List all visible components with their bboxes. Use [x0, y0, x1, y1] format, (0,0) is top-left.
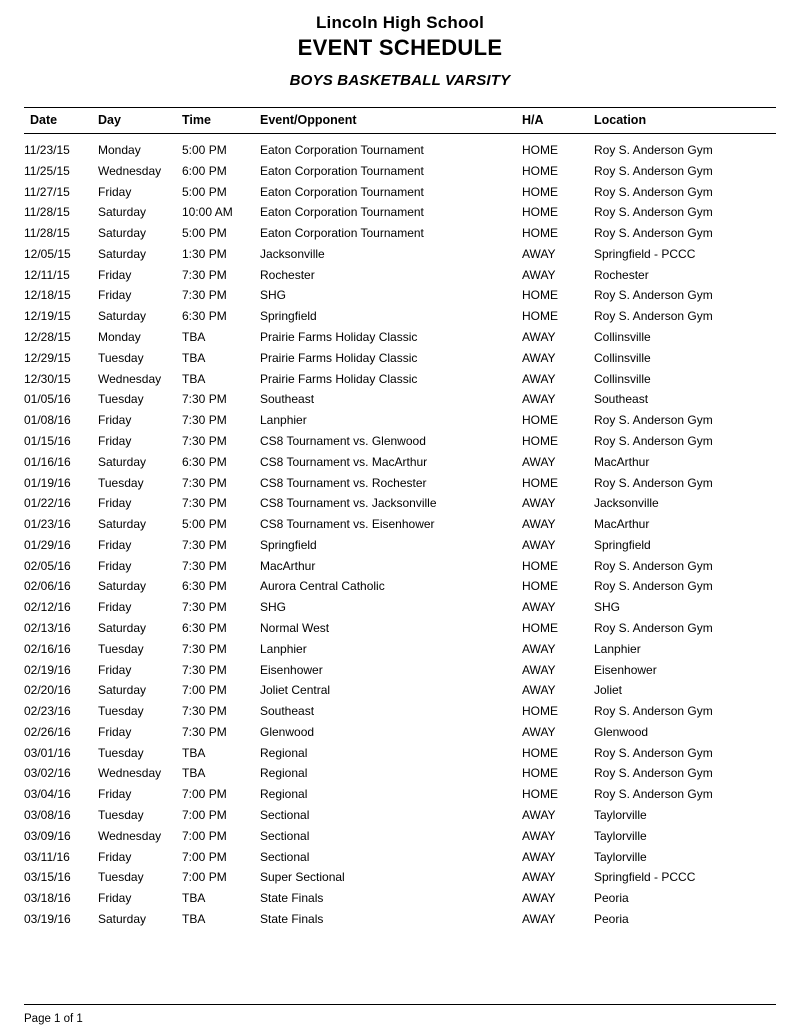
cell-ha: AWAY	[522, 246, 556, 261]
cell-location: Taylorville	[594, 849, 647, 864]
cell-time: 7:00 PM	[182, 870, 227, 885]
table-row	[24, 264, 776, 285]
cell-day: Wednesday	[98, 371, 162, 386]
cell-location: Springfield	[594, 537, 651, 552]
footer-divider	[24, 1004, 776, 1005]
column-header-location: Location	[594, 108, 776, 134]
table-row	[24, 534, 776, 555]
cell-ha: AWAY	[522, 683, 556, 698]
cell-ha: HOME	[522, 704, 558, 719]
cell-day: Friday	[98, 537, 132, 552]
cell-day: Friday	[98, 600, 132, 615]
cell-ha: AWAY	[522, 808, 556, 822]
cell-date: 01/16/16	[24, 454, 71, 469]
table-row	[24, 888, 776, 909]
cell-time: 7:30 PM	[182, 433, 227, 448]
cell-day: Friday	[98, 662, 132, 677]
table-row	[24, 784, 776, 805]
cell-event: CS8 Tournament vs. Rochester	[260, 475, 427, 490]
schedule-table-wrap	[24, 107, 776, 929]
cell-day: Saturday	[98, 226, 147, 241]
cell-location: Eisenhower	[594, 662, 657, 677]
cell-day: Tuesday	[98, 704, 144, 719]
cell-ha: HOME	[522, 226, 558, 241]
cell-ha: HOME	[522, 579, 558, 594]
cell-day: Friday	[98, 184, 132, 199]
cell-event: SHG	[260, 288, 287, 303]
column-header-day: Day	[98, 108, 182, 134]
table-row	[24, 618, 776, 639]
table-row	[24, 721, 776, 742]
cell-time: 6:30 PM	[182, 620, 227, 635]
cell-ha: AWAY	[522, 600, 556, 615]
cell-time: 7:30 PM	[182, 496, 227, 511]
cell-date: 12/28/15	[24, 330, 71, 345]
cell-day: Friday	[98, 891, 132, 906]
table-row	[24, 160, 776, 181]
cell-date: 02/13/16	[24, 620, 71, 635]
table-header-row	[24, 108, 776, 134]
cell-ha: HOME	[522, 288, 558, 303]
cell-time: 7:30 PM	[182, 537, 227, 552]
table-row	[24, 514, 776, 535]
cell-ha: HOME	[522, 413, 558, 428]
cell-time: TBA	[182, 891, 206, 906]
cell-location: Glenwood	[594, 724, 649, 739]
table-row	[24, 202, 776, 223]
cell-ha: AWAY	[522, 641, 556, 656]
cell-date: 12/18/15	[24, 288, 71, 303]
table-row	[24, 244, 776, 265]
cell-ha: HOME	[522, 309, 558, 324]
cell-event: Springfield	[260, 309, 317, 324]
cell-day: Friday	[98, 787, 132, 802]
cell-event: Springfield	[260, 537, 317, 552]
table-row	[24, 431, 776, 452]
cell-time: 7:30 PM	[182, 704, 227, 719]
cell-event: Eaton Corporation Tournament	[260, 163, 424, 178]
cell-ha: AWAY	[522, 454, 556, 469]
table-row	[24, 181, 776, 202]
cell-day: Tuesday	[98, 745, 144, 760]
cell-day: Saturday	[98, 911, 147, 926]
cell-date: 02/16/16	[24, 641, 71, 656]
table-row	[24, 368, 776, 389]
cell-event: Prairie Farms Holiday Classic	[260, 371, 418, 386]
cell-ha: HOME	[522, 766, 558, 781]
cell-date: 01/05/16	[24, 392, 71, 407]
cell-time: 6:30 PM	[182, 579, 227, 594]
cell-time: 6:30 PM	[182, 454, 227, 469]
table-row	[24, 742, 776, 763]
cell-location: Roy S. Anderson Gym	[594, 745, 713, 760]
cell-time: TBA	[182, 330, 206, 345]
cell-event: Southeast	[260, 704, 315, 719]
cell-location: Roy S. Anderson Gym	[594, 704, 713, 719]
cell-time: 7:30 PM	[182, 475, 227, 490]
column-header-event: Event/Opponent	[260, 108, 522, 134]
cell-time: 1:30 PM	[182, 246, 227, 261]
cell-ha: AWAY	[522, 662, 556, 677]
cell-location: Taylorville	[594, 828, 647, 843]
cell-day: Friday	[98, 413, 132, 428]
cell-event: Sectional	[260, 828, 310, 843]
cell-day: Friday	[98, 558, 132, 573]
cell-location: SHG	[594, 600, 621, 615]
cell-date: 03/09/16	[24, 828, 71, 843]
cell-ha: HOME	[522, 745, 558, 760]
cell-ha: AWAY	[522, 724, 556, 739]
cell-date: 03/04/16	[24, 787, 71, 802]
cell-date: 03/11/16	[24, 849, 70, 864]
cell-day: Friday	[98, 496, 132, 511]
cell-event: CS8 Tournament vs. Jacksonville	[260, 496, 437, 511]
cell-date: 12/29/15	[24, 350, 71, 365]
table-row	[24, 805, 776, 826]
cell-day: Saturday	[98, 620, 147, 635]
cell-date: 01/29/16	[24, 537, 71, 552]
cell-ha: HOME	[522, 143, 558, 157]
cell-time: TBA	[182, 745, 206, 760]
table-row	[24, 659, 776, 680]
cell-location: Joliet	[594, 683, 623, 698]
cell-day: Saturday	[98, 454, 147, 469]
table-row	[24, 701, 776, 722]
cell-ha: AWAY	[522, 870, 556, 885]
cell-location: Roy S. Anderson Gym	[594, 558, 713, 573]
table-row	[24, 867, 776, 888]
cell-date: 11/23/15	[24, 143, 70, 157]
cell-event: Eaton Corporation Tournament	[260, 205, 424, 220]
cell-date: 03/19/16	[24, 911, 71, 926]
cell-ha: HOME	[522, 163, 558, 178]
cell-event: Eaton Corporation Tournament	[260, 143, 424, 157]
cell-event: Lanphier	[260, 641, 307, 656]
cell-location: Roy S. Anderson Gym	[594, 226, 713, 241]
cell-day: Tuesday	[98, 870, 144, 885]
cell-location: Taylorville	[594, 808, 647, 822]
cell-event: Regional	[260, 787, 308, 802]
cell-day: Saturday	[98, 246, 147, 261]
cell-ha: AWAY	[522, 537, 556, 552]
cell-event: Normal West	[260, 620, 330, 635]
cell-event: State Finals	[260, 911, 324, 926]
cell-time: 5:00 PM	[182, 184, 227, 199]
cell-date: 02/12/16	[24, 600, 71, 615]
cell-ha: HOME	[522, 475, 558, 490]
column-header-date: Date	[24, 108, 98, 134]
cell-time: TBA	[182, 766, 206, 781]
cell-date: 02/23/16	[24, 704, 71, 719]
cell-date: 11/25/15	[24, 163, 70, 178]
cell-day: Saturday	[98, 683, 147, 698]
cell-ha: AWAY	[522, 496, 556, 511]
page-number: Page 1 of 1	[24, 1013, 83, 1025]
cell-date: 03/08/16	[24, 808, 71, 822]
cell-time: 6:00 PM	[182, 163, 227, 178]
table-row	[24, 909, 776, 930]
cell-day: Tuesday	[98, 808, 144, 822]
cell-event: Joliet Central	[260, 683, 331, 698]
cell-time: 5:00 PM	[182, 517, 227, 532]
cell-day: Tuesday	[98, 392, 144, 407]
cell-ha: AWAY	[522, 371, 556, 386]
cell-ha: HOME	[522, 184, 558, 199]
cell-location: Roy S. Anderson Gym	[594, 620, 713, 635]
cell-time: 7:00 PM	[182, 787, 227, 802]
cell-event: Sectional	[260, 849, 310, 864]
cell-day: Saturday	[98, 205, 147, 220]
cell-event: Eisenhower	[260, 662, 323, 677]
cell-date: 01/19/16	[24, 475, 71, 490]
table-row	[24, 389, 776, 410]
table-row	[24, 410, 776, 431]
cell-location: Roy S. Anderson Gym	[594, 579, 713, 594]
table-row	[24, 347, 776, 368]
cell-time: TBA	[182, 911, 206, 926]
table-row	[24, 493, 776, 514]
cell-location: Roy S. Anderson Gym	[594, 309, 713, 324]
cell-time: 7:00 PM	[182, 849, 227, 864]
cell-date: 12/11/15	[24, 267, 70, 282]
cell-time: 7:30 PM	[182, 392, 227, 407]
cell-location: Southeast	[594, 392, 649, 407]
cell-event: Eaton Corporation Tournament	[260, 226, 424, 241]
cell-day: Friday	[98, 849, 132, 864]
cell-date: 12/30/15	[24, 371, 71, 386]
cell-date: 03/02/16	[24, 766, 71, 781]
cell-event: Eaton Corporation Tournament	[260, 184, 424, 199]
cell-location: Roy S. Anderson Gym	[594, 413, 713, 428]
document-header	[24, 12, 776, 91]
cell-event: Rochester	[260, 267, 315, 282]
cell-location: MacArthur	[594, 517, 650, 532]
cell-date: 11/27/15	[24, 184, 70, 199]
cell-day: Tuesday	[98, 475, 144, 490]
cell-time: 7:30 PM	[182, 724, 227, 739]
cell-location: Roy S. Anderson Gym	[594, 433, 713, 448]
cell-day: Saturday	[98, 579, 147, 594]
cell-time: 5:00 PM	[182, 143, 227, 157]
cell-day: Saturday	[98, 309, 147, 324]
cell-event: Super Sectional	[260, 870, 345, 885]
cell-date: 03/01/16	[24, 745, 71, 760]
cell-event: CS8 Tournament vs. Glenwood	[260, 433, 426, 448]
cell-location: Collinsville	[594, 371, 651, 386]
cell-event: Jacksonville	[260, 246, 325, 261]
cell-date: 03/18/16	[24, 891, 71, 906]
cell-time: 5:00 PM	[182, 226, 227, 241]
cell-time: 7:30 PM	[182, 413, 227, 428]
cell-date: 01/23/16	[24, 517, 71, 532]
cell-ha: AWAY	[522, 891, 556, 906]
cell-day: Wednesday	[98, 766, 162, 781]
table-row	[24, 327, 776, 348]
cell-day: Monday	[98, 330, 141, 345]
cell-location: Roy S. Anderson Gym	[594, 184, 713, 199]
table-row	[24, 846, 776, 867]
cell-location: Peoria	[594, 891, 629, 906]
cell-location: Rochester	[594, 267, 649, 282]
cell-date: 01/08/16	[24, 413, 71, 428]
column-header-time: Time	[182, 108, 260, 134]
cell-event: Regional	[260, 766, 308, 781]
cell-event: Prairie Farms Holiday Classic	[260, 350, 418, 365]
cell-ha: AWAY	[522, 267, 556, 282]
cell-ha: HOME	[522, 620, 558, 635]
cell-date: 02/20/16	[24, 683, 71, 698]
cell-date: 12/19/15	[24, 309, 71, 324]
cell-ha: AWAY	[522, 517, 556, 532]
cell-event: Regional	[260, 745, 308, 760]
cell-location: Springfield - PCCC	[594, 870, 696, 885]
cell-event: Aurora Central Catholic	[260, 579, 385, 594]
cell-location: Roy S. Anderson Gym	[594, 766, 713, 781]
table-row	[24, 638, 776, 659]
cell-ha: HOME	[522, 205, 558, 220]
cell-time: TBA	[182, 350, 206, 365]
cell-ha: AWAY	[522, 330, 556, 345]
cell-event: CS8 Tournament vs. Eisenhower	[260, 517, 435, 532]
cell-location: Jacksonville	[594, 496, 659, 511]
table-row	[24, 285, 776, 306]
schedule-table	[24, 107, 776, 929]
cell-location: Lanphier	[594, 641, 641, 656]
cell-time: 6:30 PM	[182, 309, 227, 324]
cell-event: Prairie Farms Holiday Classic	[260, 330, 418, 345]
table-row	[24, 134, 776, 161]
cell-event: Lanphier	[260, 413, 307, 428]
cell-event: CS8 Tournament vs. MacArthur	[260, 454, 428, 469]
table-row	[24, 223, 776, 244]
cell-date: 03/15/16	[24, 870, 71, 885]
cell-time: 7:30 PM	[182, 641, 227, 656]
cell-day: Tuesday	[98, 641, 144, 656]
cell-location: Collinsville	[594, 330, 651, 345]
cell-day: Friday	[98, 267, 132, 282]
schedule-subtitle: BOYS BASKETBALL VARSITY	[289, 72, 511, 89]
cell-date: 12/05/15	[24, 246, 71, 261]
cell-location: Roy S. Anderson Gym	[594, 143, 713, 157]
cell-location: Peoria	[594, 911, 629, 926]
cell-date: 01/15/16	[24, 433, 71, 448]
cell-time: 10:00 AM	[182, 205, 233, 220]
cell-date: 11/28/15	[24, 226, 70, 241]
cell-event: SHG	[260, 600, 287, 615]
cell-time: TBA	[182, 371, 206, 386]
table-row	[24, 680, 776, 701]
cell-day: Friday	[98, 724, 132, 739]
cell-location: Roy S. Anderson Gym	[594, 163, 713, 178]
table-row	[24, 306, 776, 327]
cell-time: 7:30 PM	[182, 600, 227, 615]
cell-ha: HOME	[522, 787, 558, 802]
cell-time: 7:30 PM	[182, 288, 227, 303]
cell-event: State Finals	[260, 891, 324, 906]
cell-ha: HOME	[522, 558, 558, 573]
cell-ha: AWAY	[522, 828, 556, 843]
table-body	[24, 134, 776, 930]
cell-day: Wednesday	[98, 163, 162, 178]
cell-time: 7:00 PM	[182, 683, 227, 698]
table-row	[24, 555, 776, 576]
cell-time: 7:30 PM	[182, 662, 227, 677]
cell-location: Springfield - PCCC	[594, 246, 696, 261]
cell-event: Glenwood	[260, 724, 315, 739]
cell-ha: HOME	[522, 433, 558, 448]
cell-day: Saturday	[98, 517, 147, 532]
table-row	[24, 451, 776, 472]
cell-location: Roy S. Anderson Gym	[594, 475, 713, 490]
cell-event: MacArthur	[260, 558, 316, 573]
cell-day: Friday	[98, 433, 132, 448]
cell-day: Wednesday	[98, 828, 162, 843]
page-title: EVENT SCHEDULE	[297, 35, 503, 60]
table-row	[24, 597, 776, 618]
cell-location: Collinsville	[594, 350, 651, 365]
cell-ha: AWAY	[522, 911, 556, 926]
cell-date: 11/28/15	[24, 205, 70, 220]
cell-ha: AWAY	[522, 392, 556, 407]
table-header	[24, 108, 776, 134]
table-row	[24, 825, 776, 846]
cell-date: 02/05/16	[24, 558, 71, 573]
table-row	[24, 472, 776, 493]
cell-event: Southeast	[260, 392, 315, 407]
cell-day: Monday	[98, 143, 141, 157]
table-row	[24, 576, 776, 597]
cell-day: Friday	[98, 288, 132, 303]
cell-day: Tuesday	[98, 350, 144, 365]
cell-date: 02/06/16	[24, 579, 71, 594]
cell-location: MacArthur	[594, 454, 650, 469]
cell-date: 02/19/16	[24, 662, 71, 677]
cell-ha: AWAY	[522, 849, 556, 864]
cell-date: 02/26/16	[24, 724, 71, 739]
column-header-ha: H/A	[522, 108, 594, 134]
cell-event: Sectional	[260, 808, 310, 822]
cell-location: Roy S. Anderson Gym	[594, 288, 713, 303]
cell-location: Roy S. Anderson Gym	[594, 787, 713, 802]
cell-location: Roy S. Anderson Gym	[594, 205, 713, 220]
cell-time: 7:00 PM	[182, 828, 227, 843]
cell-ha: AWAY	[522, 350, 556, 365]
school-name: Lincoln High School	[315, 13, 485, 32]
cell-date: 01/22/16	[24, 496, 71, 511]
cell-time: 7:30 PM	[182, 267, 227, 282]
cell-time: 7:30 PM	[182, 558, 227, 573]
cell-time: 7:00 PM	[182, 808, 227, 822]
table-row	[24, 763, 776, 784]
